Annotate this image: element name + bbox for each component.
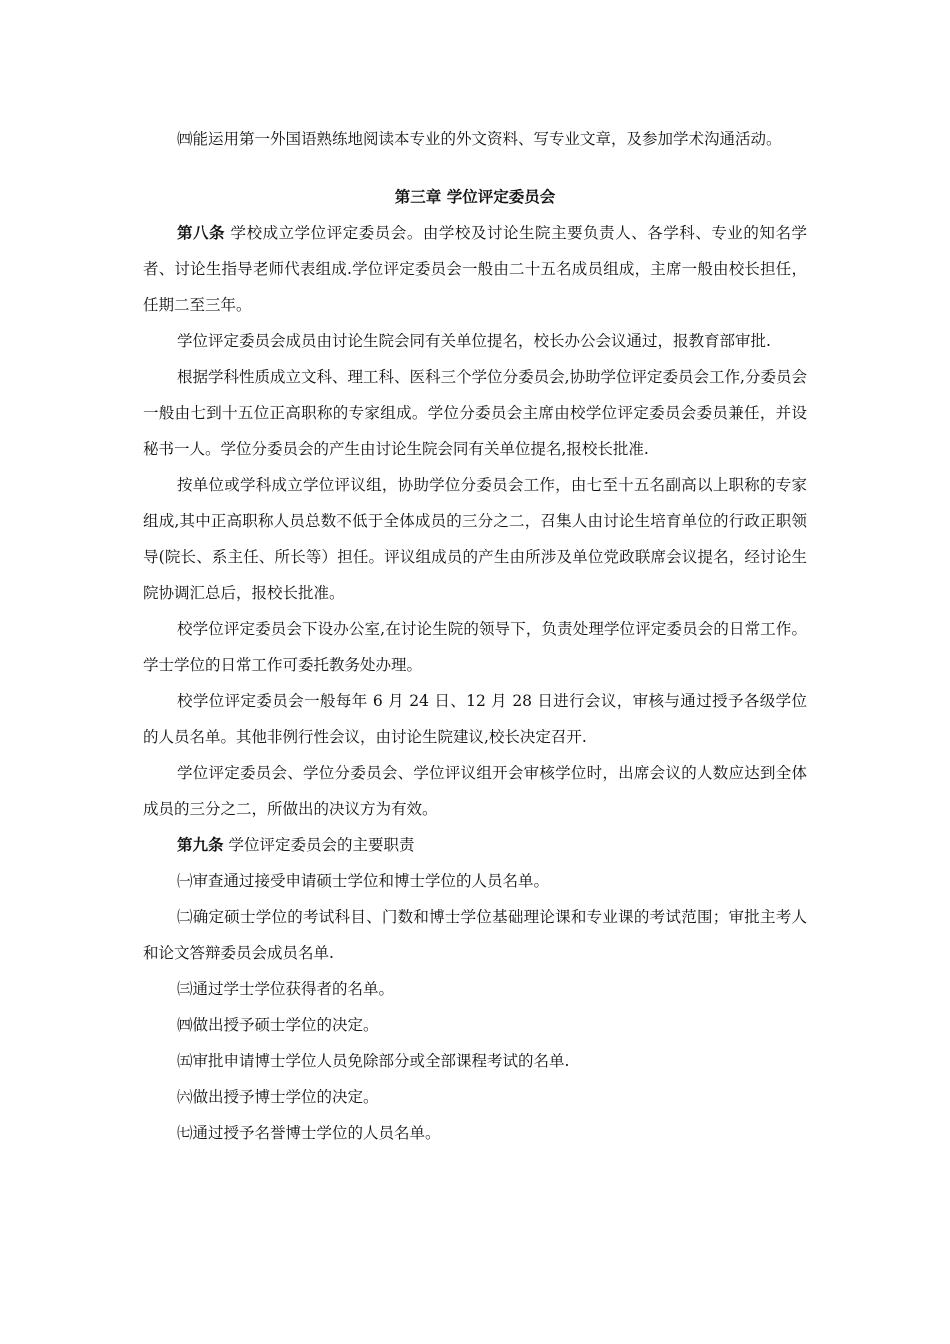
duty-item-7: ㈦通过授予名誉博士学位的人员名单。 xyxy=(177,1124,441,1142)
paragraph-item-4: ㈣能运用第一外国语熟练地阅读本专业的外文资料、写专业文章，及参加学术沟通活动。 xyxy=(177,130,782,148)
article-8-text: 学校成立学位评定委员会。由学校及讨论生院主要负责人、各学科、专业的知名学者、讨论生指导老师代表组成.学位评定委员会一般由二十五名成员组成，主席一般由校长担任，任期二至三年。 xyxy=(143,224,807,314)
duty-item-5: ㈤审批申请博士学位人员免除部分或全部课程考试的名单. xyxy=(177,1052,570,1070)
article-9-text: 学位评定委员会的主要职责 xyxy=(223,836,415,854)
duty-item-3: ㈢通过学士学位获得者的名单。 xyxy=(177,980,395,998)
paragraph-subcommittees: 根据学科性质成立文科、理工科、医科三个学位分委员会,协助学位评定委员会工作,分委员会一般由七到十五位正高职称的专家组成。学位分委员会主席由校学位评定委员会委员兼任，并设秘书一人。学位分委员会的产生由讨论生院会同有关单位提名,报校长批准. xyxy=(143,368,807,458)
paragraph-committee-members: 学位评定委员会成员由讨论生院会同有关单位提名，校长办公会议通过，报教育部审批. xyxy=(177,332,771,350)
duty-item-1: ㈠审查通过接受申请硕士学位和博士学位的人员名单。 xyxy=(177,872,550,890)
paragraph-review-groups: 按单位或学科成立学位评议组，协助学位分委员会工作，由七至十五名副高以上职称的专家组成,其中正高职称人员总数不低于全体成员的三分之二，召集人由讨论生培育单位的行政正职领导(院长、系主任、所长等）担任。评议组成员的产生由所涉及单位党政联席会议提名，经讨论生院协调汇总后，报校长批准。 xyxy=(143,476,807,602)
article-8 xyxy=(143,215,807,323)
paragraph-quorum: 学位评定委员会、学位分委员会、学位评议组开会审核学位时，出席会议的人数应达到全体成员的三分之二，所做出的决议方为有效。 xyxy=(143,764,807,818)
article-9 xyxy=(143,827,807,863)
paragraph-office: 校学位评定委员会下设办公室,在讨论生院的领导下，负责处理学位评定委员会的日常工作。学士学位的日常工作可委托教务处办理。 xyxy=(143,620,807,674)
article-8-label: 第八条 xyxy=(177,223,226,242)
paragraph-meetings: 校学位评定委员会一般每年 6 月 24 日、12 月 28 日进行会议，审核与通过授予各级学位的人员名单。其他非例行性会议，由讨论生院建议,校长决定召开. xyxy=(143,692,807,746)
duty-item-6: ㈥做出授予博士学位的决定。 xyxy=(177,1088,379,1106)
duty-item-4: ㈣做出授予硕士学位的决定。 xyxy=(177,1016,379,1034)
duty-item-2: ㈡确定硕士学位的考试科目、门数和博士学位基础理论课和专业课的考试范围；审批主考人和论文答辩委员会成员名单. xyxy=(143,908,807,962)
article-9-label: 第九条 xyxy=(177,835,224,854)
chapter-title: 第三章 学位评定委员会 xyxy=(394,187,556,206)
